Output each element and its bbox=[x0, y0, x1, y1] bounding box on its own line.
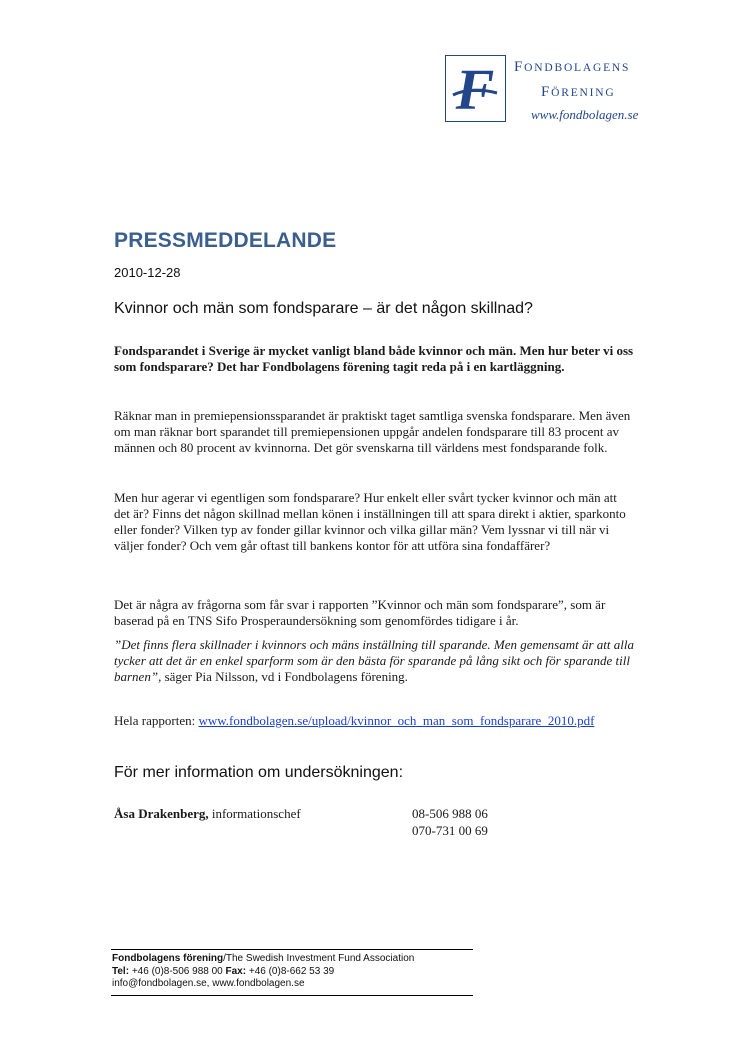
footer-divider-bottom bbox=[111, 995, 473, 996]
quote-attribution: , säger Pia Nilsson, vd i Fondbolagens förening. bbox=[158, 669, 408, 684]
contact-phone-2: 070-731 00 69 bbox=[412, 823, 488, 838]
report-line bbox=[114, 713, 634, 729]
body-paragraph-3: Det är några av frågorna som får svar i rapporten ”Kvinnor och män som fondsparare”, som är baserad på en TNS Sifo Prosperaundersökning som genomfördes tidigare i år. bbox=[114, 597, 606, 628]
logo-url: www.fondbolagen.se bbox=[531, 107, 639, 122]
headline: Kvinnor och män som fondsparare – är det någon skillnad? bbox=[114, 300, 533, 317]
report-label: Hela rapporten: bbox=[114, 713, 199, 728]
footer-divider-top bbox=[111, 949, 473, 950]
fondbolagen-logo-icon bbox=[445, 55, 506, 122]
contact-person bbox=[114, 806, 301, 822]
footer-phone-fax: Tel: +46 (0)8-506 988 00 Fax: +46 (0)8-662 53 39 bbox=[112, 966, 335, 977]
footer-org: Fondbolagens förening/The Swedish Investment Fund Association bbox=[112, 953, 415, 964]
info-heading: För mer information om undersökningen: bbox=[114, 764, 404, 781]
contact-phone-1: 08-506 988 06 bbox=[412, 806, 488, 821]
logo-name-line2: FÖRENING bbox=[541, 84, 616, 100]
report-link[interactable]: www.fondbolagen.se/upload/kvinnor_och_man_som_fondsparare_2010.pdf bbox=[198, 713, 595, 728]
body-paragraph-2: Men hur agerar vi egentligen som fondsparare? Hur enkelt eller svårt tycker kvinnor och män att det är? Finns det någon skillnad mellan könen i inställningen till att spara direkt i aktier, sparkonto eller fonder? Vilken typ av fonder gillar kvinnor och vilka gillar män? Vem lyssnar vi till när vi väljer fonder? Och vem går oftast till bankens kontor för att utföra sina fondaffärer? bbox=[114, 490, 626, 553]
quote-text: ”Det finns flera skillnader i kvinnors och mäns inställning till sparande. Men gemensamt är att alla tycker att det är en enkel sparform som är den bästa för sparande på lång sikt och för sparande till barnen” bbox=[114, 637, 634, 684]
body-paragraph-1: Räknar man in premiepensionssparandet är praktiskt taget samtliga svenska fondsparare. Men även om man räknar bort sparandet till premiepensionen uppgår andelen fondsparare till 83 procent av männen och 80 procent av kvinnorna. Det gör svenskarna till världens mest fondsparande folk. bbox=[114, 408, 631, 455]
lead-paragraph: Fondsparandet i Sverige är mycket vanligt bland både kvinnor och män. Men hur beter vi oss som fondsparare? Det har Fondbolagens förening tagit reda på i en kartläggning. bbox=[114, 343, 634, 374]
contact-role: informationschef bbox=[208, 806, 301, 821]
quote-paragraph bbox=[114, 637, 634, 685]
logo-name-line1: FONDBOLAGENS bbox=[514, 59, 631, 75]
contact-name: Åsa Drakenberg, bbox=[114, 806, 209, 821]
footer-contact: info@fondbolagen.se, www.fondbolagen.se bbox=[112, 978, 305, 989]
page-title: PRESSMEDDELANDE bbox=[114, 229, 337, 252]
release-date: 2010-12-28 bbox=[114, 265, 181, 280]
logo-monogram: F bbox=[455, 57, 495, 122]
